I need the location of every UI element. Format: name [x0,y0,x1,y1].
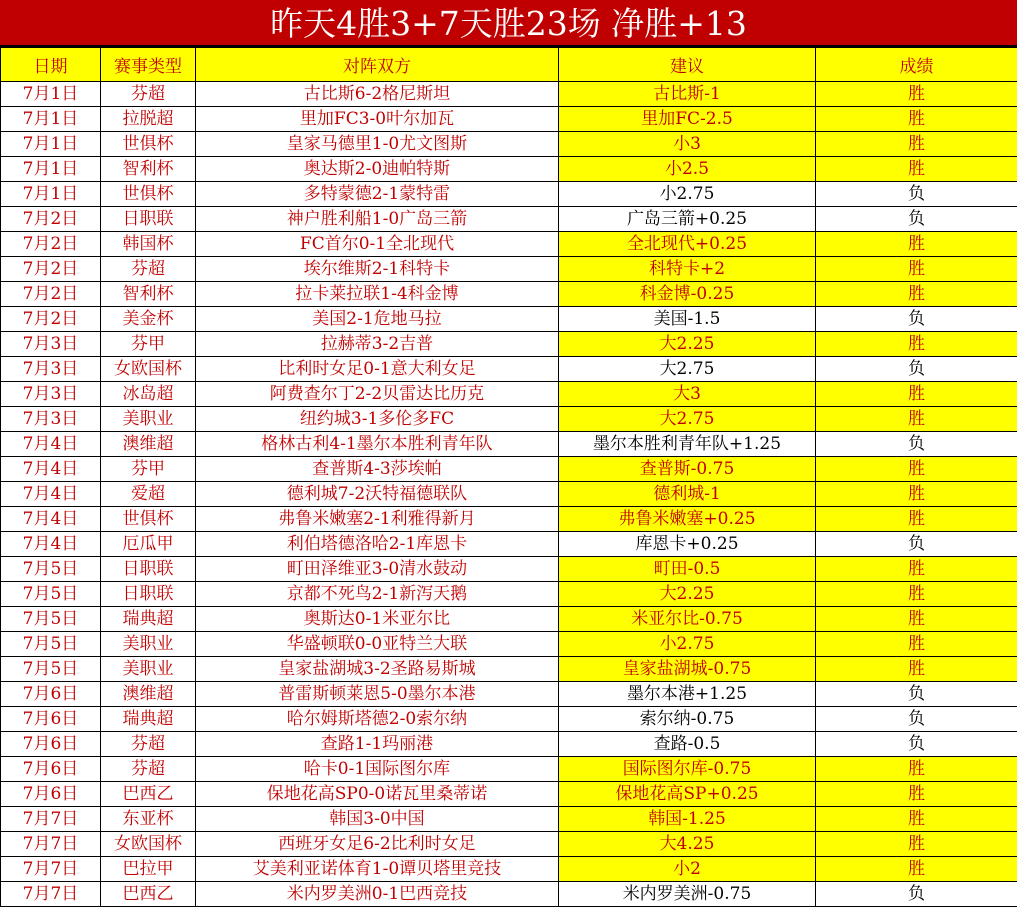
result-cell: 负 [816,682,1017,707]
league-cell: 女欧国杯 [101,357,196,382]
table-row [1,257,1017,282]
league-cell: 世俱杯 [101,507,196,532]
tip-cell: 全北现代+0.25 [559,232,816,257]
date-cell: 7月5日 [1,632,101,657]
league-cell: 日职联 [101,582,196,607]
tip-cell: 大2.75 [559,357,816,382]
date-cell: 7月6日 [1,682,101,707]
table-row [1,457,1017,482]
result-cell: 胜 [816,257,1017,282]
result-cell: 胜 [816,407,1017,432]
tip-cell: 大2.75 [559,407,816,432]
match-cell: 拉卡莱拉联1-4科金博 [196,282,559,307]
table-row [1,657,1017,682]
date-cell: 7月1日 [1,182,101,207]
tip-cell: 墨尔本港+1.25 [559,682,816,707]
date-cell: 7月1日 [1,132,101,157]
date-cell: 7月7日 [1,857,101,882]
date-cell: 7月2日 [1,232,101,257]
result-cell: 胜 [816,757,1017,782]
header-date: 日期 [1,48,101,82]
tip-cell: 德利城-1 [559,482,816,507]
tip-cell: 古比斯-1 [559,82,816,107]
table-row [1,157,1017,182]
date-cell: 7月4日 [1,482,101,507]
result-cell: 胜 [816,232,1017,257]
league-cell: 拉脱超 [101,107,196,132]
tip-cell: 大4.25 [559,832,816,857]
match-cell: 阿费查尔丁2-2贝雷达比历克 [196,382,559,407]
table-row [1,382,1017,407]
date-cell: 7月3日 [1,407,101,432]
tip-cell: 美国-1.5 [559,307,816,332]
result-cell: 胜 [816,132,1017,157]
tip-cell: 里加FC-2.5 [559,107,816,132]
sheet-title: 昨天4胜3+7天胜23场 净胜+13 [0,0,1017,47]
results-table [0,47,1017,907]
match-cell: 哈卡0-1国际图尔库 [196,757,559,782]
league-cell: 智利杯 [101,282,196,307]
match-cell: 多特蒙德2-1蒙特雷 [196,182,559,207]
result-cell: 胜 [816,457,1017,482]
result-cell: 胜 [816,557,1017,582]
match-cell: 皇家盐湖城3-2圣路易斯城 [196,657,559,682]
date-cell: 7月6日 [1,732,101,757]
date-cell: 7月2日 [1,207,101,232]
match-cell: 查普斯4-3莎埃帕 [196,457,559,482]
table-row [1,432,1017,457]
tip-cell: 小2.75 [559,182,816,207]
tip-cell: 小2.75 [559,632,816,657]
result-cell: 胜 [816,332,1017,357]
date-cell: 7月1日 [1,107,101,132]
match-cell: 京都不死鸟2-1新泻天鹅 [196,582,559,607]
match-cell: 利伯塔德洛哈2-1库恩卡 [196,532,559,557]
match-cell: 查路1-1玛丽港 [196,732,559,757]
tip-cell: 皇家盐湖城-0.75 [559,657,816,682]
table-row [1,832,1017,857]
league-cell: 日职联 [101,557,196,582]
result-cell: 胜 [816,507,1017,532]
match-cell: 艾美利亚诺体育1-0谭贝塔里竞技 [196,857,559,882]
header-tip: 建议 [559,48,816,82]
tip-cell: 大2.25 [559,332,816,357]
table-row [1,182,1017,207]
match-cell: 古比斯6-2格尼斯坦 [196,82,559,107]
date-cell: 7月3日 [1,357,101,382]
tip-cell: 米内罗美洲-0.75 [559,882,816,907]
header-league: 赛事类型 [101,48,196,82]
table-row [1,82,1017,107]
table-row [1,757,1017,782]
league-cell: 世俱杯 [101,182,196,207]
date-cell: 7月6日 [1,707,101,732]
tip-cell: 查路-0.5 [559,732,816,757]
league-cell: 澳维超 [101,682,196,707]
tip-cell: 小2 [559,857,816,882]
table-row [1,557,1017,582]
table-row [1,132,1017,157]
header-result: 成绩 [816,48,1017,82]
header-match: 对阵双方 [196,48,559,82]
league-cell: 东亚杯 [101,807,196,832]
table-row [1,207,1017,232]
match-cell: 纽约城3-1多伦多FC [196,407,559,432]
tip-cell: 查普斯-0.75 [559,457,816,482]
date-cell: 7月5日 [1,557,101,582]
result-cell: 负 [816,432,1017,457]
league-cell: 日职联 [101,207,196,232]
league-cell: 瑞典超 [101,707,196,732]
match-cell: 皇家马德里1-0尤文图斯 [196,132,559,157]
match-cell: 里加FC3-0叶尔加瓦 [196,107,559,132]
result-cell: 胜 [816,482,1017,507]
tip-cell: 保地花高SP+0.25 [559,782,816,807]
result-cell: 胜 [816,582,1017,607]
result-cell: 负 [816,532,1017,557]
league-cell: 美职业 [101,632,196,657]
match-cell: 保地花高SP0-0诺瓦里桑蒂诺 [196,782,559,807]
table-row [1,232,1017,257]
result-cell: 胜 [816,657,1017,682]
match-cell: 华盛顿联0-0亚特兰大联 [196,632,559,657]
match-cell: 西班牙女足6-2比利时女足 [196,832,559,857]
league-cell: 芬超 [101,257,196,282]
result-cell: 胜 [816,607,1017,632]
league-cell: 美职业 [101,407,196,432]
match-cell: 埃尔维斯2-1科特卡 [196,257,559,282]
result-cell: 负 [816,207,1017,232]
league-cell: 女欧国杯 [101,832,196,857]
match-cell: FC首尔0-1全北现代 [196,232,559,257]
match-cell: 德利城7-2沃特福德联队 [196,482,559,507]
table-row [1,857,1017,882]
match-cell: 奥斯达0-1米亚尔比 [196,607,559,632]
date-cell: 7月6日 [1,757,101,782]
match-cell: 町田泽维亚3-0清水鼓动 [196,557,559,582]
table-row [1,107,1017,132]
result-cell: 负 [816,707,1017,732]
date-cell: 7月2日 [1,282,101,307]
league-cell: 韩国杯 [101,232,196,257]
tip-cell: 墨尔本胜利青年队+1.25 [559,432,816,457]
date-cell: 7月7日 [1,882,101,907]
date-cell: 7月3日 [1,332,101,357]
tip-cell: 国际图尔库-0.75 [559,757,816,782]
match-cell: 比利时女足0-1意大利女足 [196,357,559,382]
tip-cell: 米亚尔比-0.75 [559,607,816,632]
league-cell: 巴西乙 [101,782,196,807]
tip-cell: 小2.5 [559,157,816,182]
league-cell: 巴西乙 [101,882,196,907]
result-cell: 负 [816,307,1017,332]
tip-cell: 科金博-0.25 [559,282,816,307]
tip-cell: 广岛三箭+0.25 [559,207,816,232]
match-cell: 美国2-1危地马拉 [196,307,559,332]
date-cell: 7月2日 [1,307,101,332]
match-cell: 韩国3-0中国 [196,807,559,832]
league-cell: 世俱杯 [101,132,196,157]
table-row [1,732,1017,757]
table-row [1,482,1017,507]
league-cell: 爱超 [101,482,196,507]
table-row [1,357,1017,382]
date-cell: 7月1日 [1,82,101,107]
result-cell: 胜 [816,382,1017,407]
table-row [1,632,1017,657]
tip-cell: 索尔纳-0.75 [559,707,816,732]
tip-cell: 大2.25 [559,582,816,607]
table-row [1,682,1017,707]
league-cell: 瑞典超 [101,607,196,632]
date-cell: 7月6日 [1,782,101,807]
league-cell: 美金杯 [101,307,196,332]
league-cell: 厄瓜甲 [101,532,196,557]
league-cell: 芬甲 [101,332,196,357]
league-cell: 芬超 [101,732,196,757]
result-cell: 胜 [816,82,1017,107]
match-cell: 普雷斯顿莱恩5-0墨尔本港 [196,682,559,707]
match-cell: 哈尔姆斯塔德2-0索尔纳 [196,707,559,732]
date-cell: 7月1日 [1,157,101,182]
date-cell: 7月5日 [1,657,101,682]
match-cell: 米内罗美洲0-1巴西竞技 [196,882,559,907]
date-cell: 7月7日 [1,832,101,857]
date-cell: 7月5日 [1,582,101,607]
result-cell: 负 [816,357,1017,382]
result-cell: 胜 [816,832,1017,857]
tip-cell: 库恩卡+0.25 [559,532,816,557]
date-cell: 7月2日 [1,257,101,282]
table-row [1,407,1017,432]
table-row [1,607,1017,632]
date-cell: 7月4日 [1,457,101,482]
tip-cell: 韩国-1.25 [559,807,816,832]
table-row [1,332,1017,357]
table-row [1,882,1017,907]
tip-cell: 町田-0.5 [559,557,816,582]
result-cell: 胜 [816,157,1017,182]
table-body [1,82,1017,907]
date-cell: 7月5日 [1,607,101,632]
match-cell: 弗鲁米嫩塞2-1利雅得新月 [196,507,559,532]
date-cell: 7月4日 [1,532,101,557]
tip-cell: 科特卡+2 [559,257,816,282]
date-cell: 7月4日 [1,432,101,457]
table-row [1,532,1017,557]
result-cell: 胜 [816,107,1017,132]
table-row [1,282,1017,307]
table-row [1,582,1017,607]
match-cell: 神户胜利船1-0广岛三箭 [196,207,559,232]
league-cell: 芬超 [101,757,196,782]
result-cell: 负 [816,732,1017,757]
league-cell: 冰岛超 [101,382,196,407]
result-cell: 负 [816,882,1017,907]
table-row [1,307,1017,332]
league-cell: 巴拉甲 [101,857,196,882]
tip-cell: 小3 [559,132,816,157]
tip-cell: 弗鲁米嫩塞+0.25 [559,507,816,532]
result-cell: 胜 [816,782,1017,807]
result-cell: 负 [816,182,1017,207]
league-cell: 澳维超 [101,432,196,457]
date-cell: 7月7日 [1,807,101,832]
league-cell: 芬甲 [101,457,196,482]
date-cell: 7月3日 [1,382,101,407]
result-cell: 胜 [816,807,1017,832]
league-cell: 芬超 [101,82,196,107]
header-row [1,48,1017,82]
table-row [1,807,1017,832]
league-cell: 美职业 [101,657,196,682]
table-row [1,707,1017,732]
result-cell: 胜 [816,632,1017,657]
table-row [1,782,1017,807]
result-cell: 胜 [816,282,1017,307]
result-cell: 胜 [816,857,1017,882]
league-cell: 智利杯 [101,157,196,182]
match-cell: 拉赫蒂3-2吉普 [196,332,559,357]
date-cell: 7月4日 [1,507,101,532]
match-cell: 奥达斯2-0迪帕特斯 [196,157,559,182]
table-row [1,507,1017,532]
match-cell: 格林古利4-1墨尔本胜利青年队 [196,432,559,457]
tip-cell: 大3 [559,382,816,407]
